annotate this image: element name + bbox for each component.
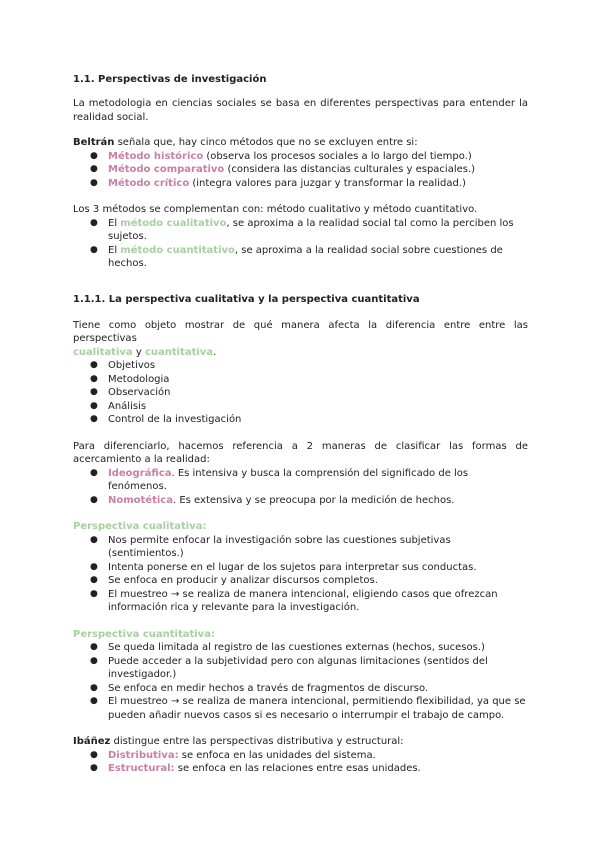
bullet-icon: ● bbox=[90, 177, 98, 188]
perspective-term: Distributiva: bbox=[108, 749, 179, 761]
bullet-icon: ● bbox=[90, 749, 98, 760]
objective-paragraph bbox=[73, 319, 528, 360]
differentiate-paragraph: Para diferenciarlo, hacemos referencia a 2 maneras de clasificar las formas de acercamiento a la realidad: bbox=[73, 440, 528, 465]
method-desc: (considera las distancias culturales y espaciales.) bbox=[224, 164, 476, 175]
section-heading-1-1-1: 1.1.1. La perspectiva cualitativa y la perspectiva cuantitativa bbox=[73, 293, 420, 305]
list-item-text: El muestreo → se realiza de manera intencional, eligiendo casos que ofrezcan información rica y relevante para la investigación. bbox=[108, 588, 498, 613]
period: . bbox=[213, 346, 217, 358]
list-item-text: Observación bbox=[108, 387, 171, 398]
list-item-text: Control de la investigación bbox=[108, 414, 242, 425]
way-term: Ideográfica bbox=[108, 467, 172, 479]
bullet-icon: ● bbox=[90, 561, 98, 572]
item-prefix: El bbox=[108, 217, 121, 229]
document-page bbox=[73, 64, 528, 776]
item-prefix: El bbox=[108, 244, 121, 256]
list-item bbox=[73, 400, 528, 414]
method-desc: , se aproxima a la realidad social tal como la perciben los sujetos. bbox=[108, 217, 514, 242]
list-item-text: Análisis bbox=[108, 400, 147, 412]
quantitative-list bbox=[73, 641, 528, 722]
list-item bbox=[73, 655, 528, 682]
bullet-icon: ● bbox=[90, 534, 98, 545]
bullet-icon: ● bbox=[90, 642, 98, 652]
list-item-text: Intenta ponerse en el lugar de los sujetos para interpretar sus conductas. bbox=[108, 561, 477, 573]
list-item-text: Metodologia bbox=[108, 373, 170, 385]
way-desc: . Es intensiva y busca la comprensión del significado de los fenómenos. bbox=[108, 467, 469, 492]
complement-list bbox=[73, 217, 528, 271]
beltran-name: Beltrán bbox=[73, 137, 115, 148]
conjunction: y bbox=[132, 346, 145, 358]
method-term: método cualitativo bbox=[120, 217, 227, 229]
complement-paragraph: Los 3 métodos se complementan con: método cualitativo y método cuantitativo. bbox=[73, 204, 478, 215]
list-item bbox=[73, 682, 528, 696]
list-item bbox=[73, 467, 528, 494]
list-item bbox=[73, 177, 528, 191]
list-item bbox=[73, 574, 528, 588]
list-item bbox=[73, 534, 528, 561]
bullet-icon: ● bbox=[90, 217, 98, 228]
term-cuantitativa: cuantitativa bbox=[144, 346, 214, 358]
perspective-desc: se enfoca en las relaciones entre esas unidades. bbox=[174, 763, 421, 774]
bullet-icon: ● bbox=[90, 494, 98, 505]
objective-text: Tiene como objeto mostrar de qué manera afecta la diferencia entre entre las perspectivas bbox=[73, 319, 528, 344]
method-term: Método comparativo bbox=[108, 164, 225, 175]
method-term: método cuantitativo bbox=[120, 244, 235, 256]
term-cualitativa: cualitativa bbox=[73, 346, 133, 358]
list-item bbox=[73, 386, 528, 400]
list-item bbox=[73, 373, 528, 387]
bullet-icon: ● bbox=[90, 655, 98, 666]
bullet-icon: ● bbox=[90, 682, 98, 693]
list-item-text: Puede acceder a la subjetividad pero con algunas limitaciones (sentidos del investigador.) bbox=[108, 655, 488, 680]
way-term: Nomotética bbox=[108, 494, 173, 506]
ibanez-list bbox=[73, 749, 528, 776]
method-desc: (observa los procesos sociales a lo largo del tiempo.) bbox=[203, 150, 472, 162]
method-term: Método crítico bbox=[108, 177, 190, 189]
beltran-text: señala que, hay cinco métodos que no se excluyen entre si: bbox=[114, 137, 418, 148]
list-item bbox=[73, 244, 528, 271]
list-item bbox=[73, 588, 528, 615]
list-item bbox=[73, 413, 528, 427]
list-item bbox=[73, 641, 528, 655]
list-item-text: Objetivos bbox=[108, 360, 156, 371]
bullet-icon: ● bbox=[90, 414, 98, 424]
bullet-icon: ● bbox=[90, 588, 98, 599]
bullet-icon: ● bbox=[90, 467, 98, 478]
list-item bbox=[73, 695, 528, 722]
list-item-text: Se enfoca en medir hechos a través de fragmentos de discurso. bbox=[108, 682, 429, 694]
intro-paragraph: La metodologia en ciencias sociales se basa en diferentes perspectivas para entender la realidad social. bbox=[73, 98, 528, 123]
bullet-icon: ● bbox=[90, 360, 98, 370]
bullet-icon: ● bbox=[90, 164, 98, 174]
bullet-icon: ● bbox=[90, 244, 98, 255]
ibanez-name: Ibáñez bbox=[73, 736, 111, 747]
list-item bbox=[73, 762, 528, 776]
list-item bbox=[73, 749, 528, 763]
quantitative-title: Perspectiva cuantitativa: bbox=[73, 628, 215, 640]
list-item bbox=[73, 163, 528, 177]
perspective-term: Estructural: bbox=[108, 763, 175, 774]
aspects-list bbox=[73, 359, 528, 427]
method-desc: (integra valores para juzgar y transformar la realidad.) bbox=[189, 177, 466, 189]
list-item-text: Se queda limitada al registro de las cuestiones externas (hechos, sucesos.) bbox=[108, 642, 485, 653]
bullet-icon: ● bbox=[90, 696, 98, 706]
beltran-paragraph bbox=[73, 136, 528, 150]
section-heading-1-1: 1.1. Perspectivas de investigación bbox=[73, 74, 267, 85]
list-item-text: El muestreo → se realiza de manera intencional, permitiendo flexibilidad, ya que se pueden añadir nuevos casos si es necesario o interrumpir el trabajo de campo. bbox=[108, 696, 526, 721]
bullet-icon: ● bbox=[90, 387, 98, 397]
qualitative-title: Perspectiva cualitativa: bbox=[73, 521, 207, 532]
qualitative-list bbox=[73, 534, 528, 615]
bullet-icon: ● bbox=[90, 763, 98, 773]
bullet-icon: ● bbox=[90, 150, 98, 161]
bullet-icon: ● bbox=[90, 400, 98, 411]
list-item bbox=[73, 150, 528, 164]
ways-list bbox=[73, 467, 528, 508]
list-item bbox=[73, 217, 528, 244]
method-term: Método histórico bbox=[108, 150, 204, 162]
method-desc: , se aproxima a la realidad social sobre cuestiones de hechos. bbox=[108, 244, 503, 269]
way-desc: . Es extensiva y se preocupa por la medición de hechos. bbox=[172, 494, 455, 506]
list-item bbox=[73, 561, 528, 575]
ibanez-text: distingue entre las perspectivas distributiva y estructural: bbox=[110, 736, 404, 747]
bullet-icon: ● bbox=[90, 575, 98, 585]
perspective-desc: se enfoca en las unidades del sistema. bbox=[178, 749, 376, 761]
list-item bbox=[73, 359, 528, 373]
ibanez-paragraph bbox=[73, 735, 528, 749]
list-item-text: Nos permite enfocar la investigación sobre las cuestiones subjetivas (sentimientos.) bbox=[108, 534, 451, 559]
bullet-icon: ● bbox=[90, 373, 98, 384]
list-item bbox=[73, 494, 528, 508]
list-item-text: Se enfoca en producir y analizar discursos completos. bbox=[108, 575, 378, 586]
methods-list bbox=[73, 150, 528, 191]
